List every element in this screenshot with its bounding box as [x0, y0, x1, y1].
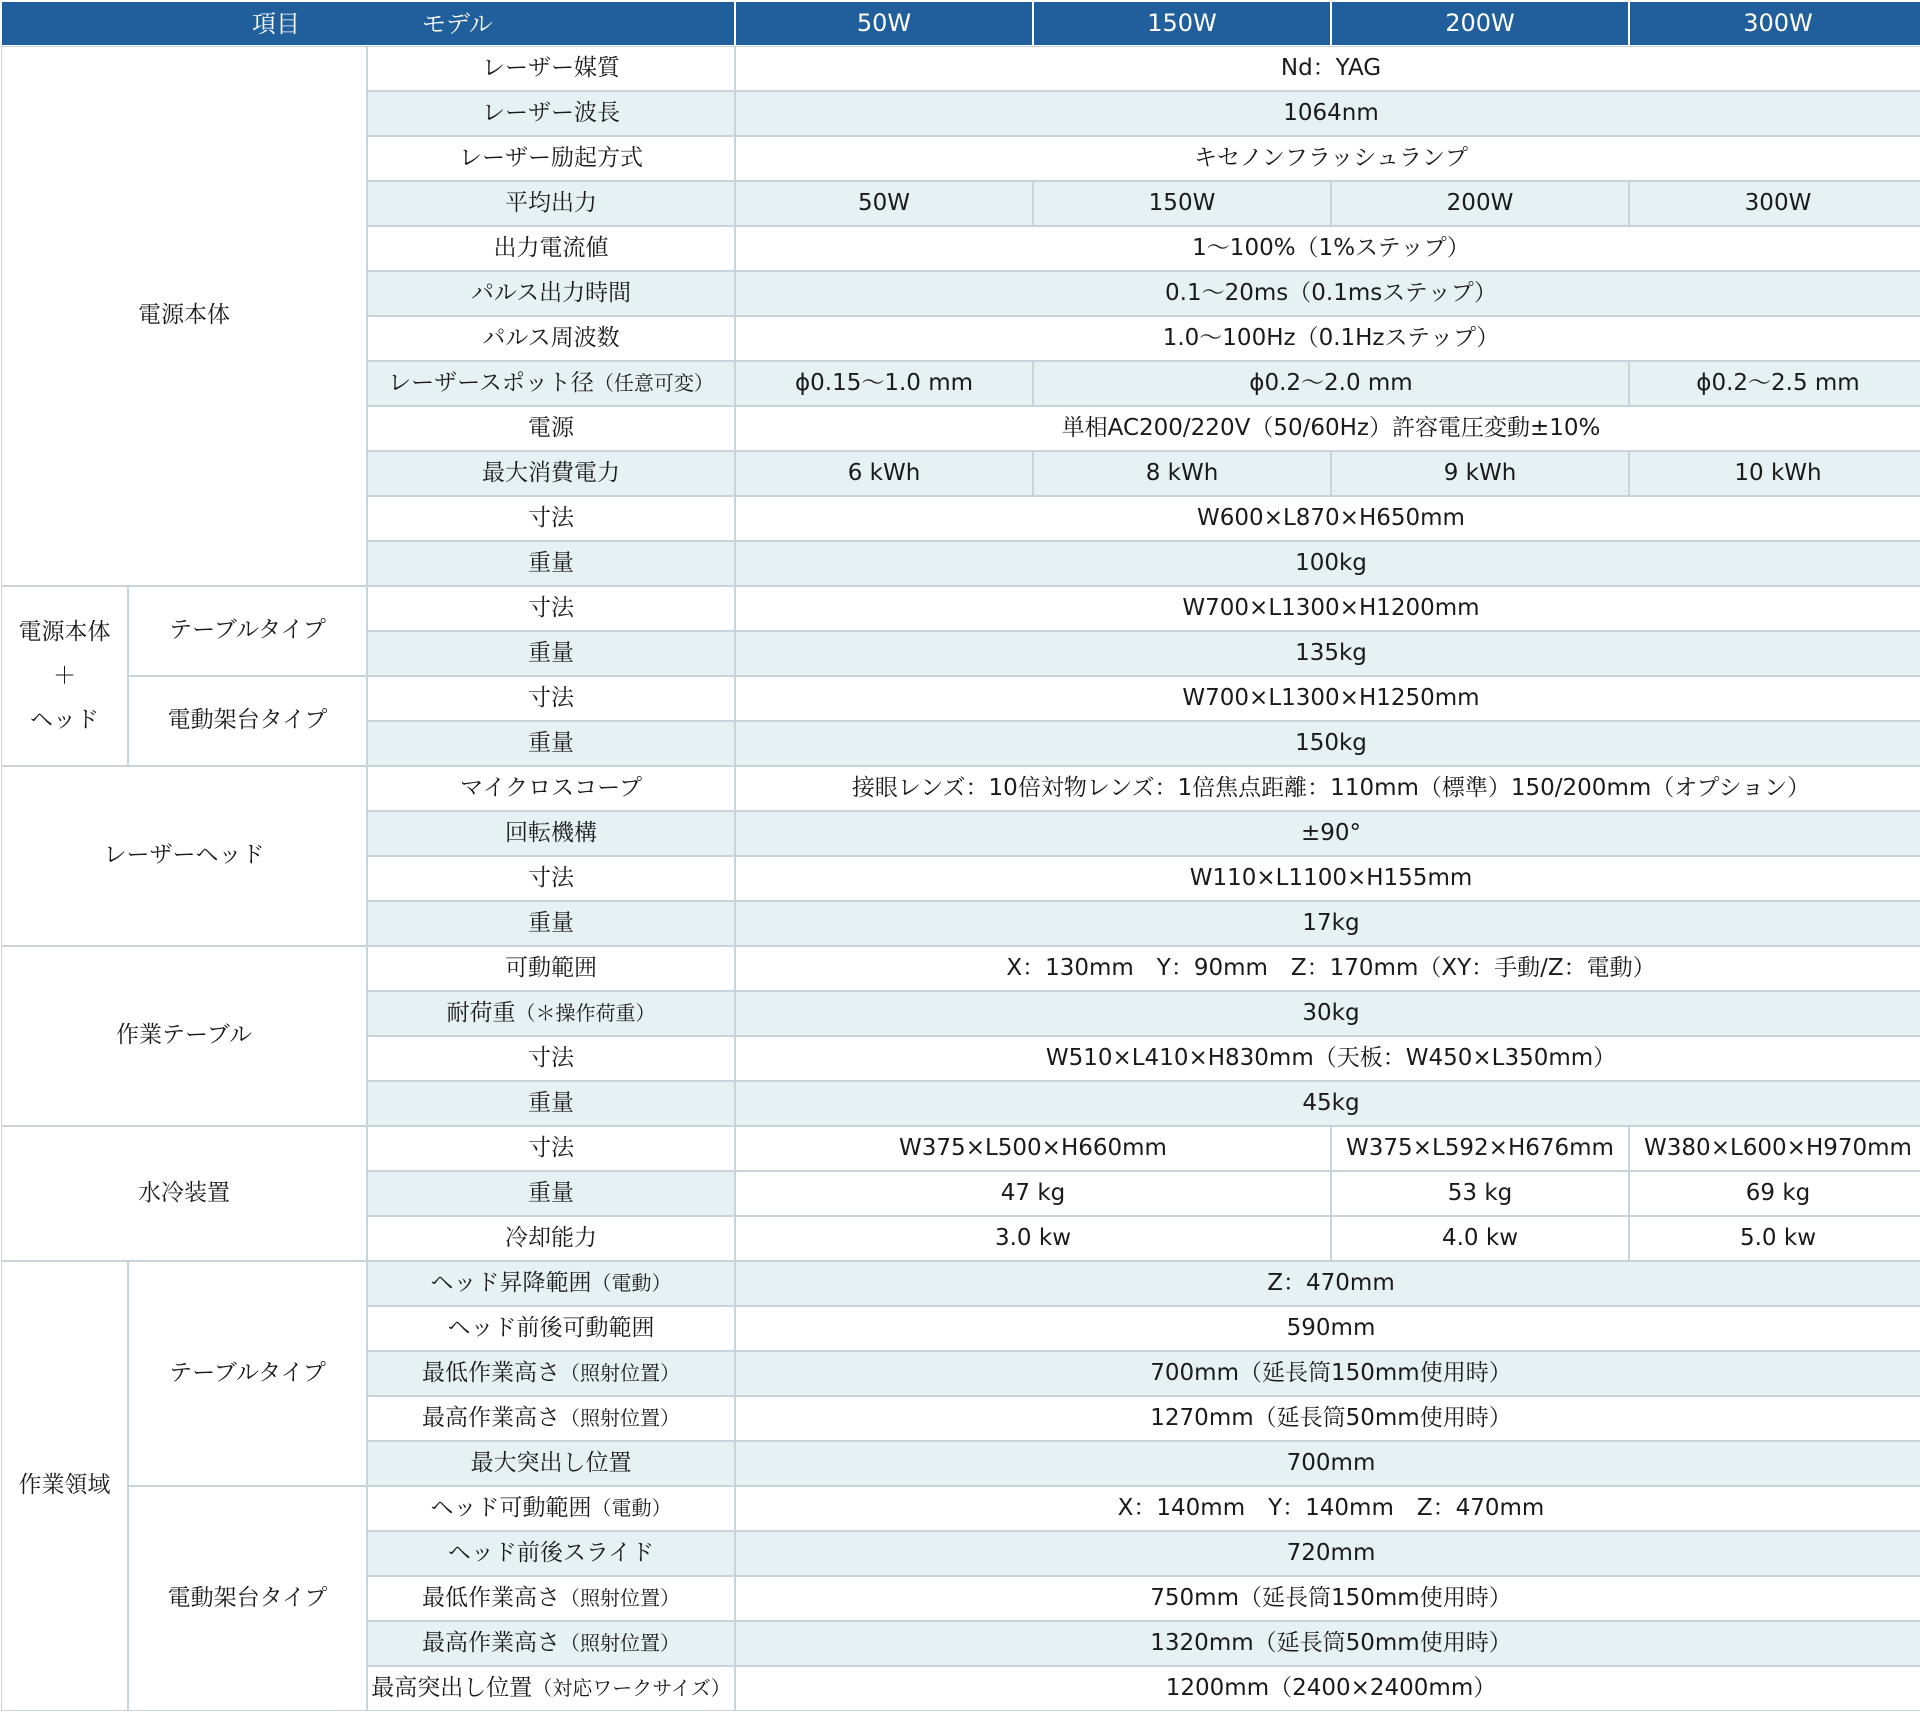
row-label: 寸法 — [368, 497, 734, 540]
row-value: W700×L1300×H1200mm — [736, 587, 1920, 630]
row-label: 電源 — [368, 407, 734, 450]
row-value: 150kg — [736, 722, 1920, 765]
row-value: Nd：YAG — [736, 47, 1920, 90]
group-work-table: 作業テーブル — [2, 947, 366, 1125]
row-value: 9 kWh — [1332, 452, 1628, 495]
row-label: レーザー励起方式 — [368, 137, 734, 180]
group-laser-head: レーザーヘッド — [2, 767, 366, 945]
row-value: 750mm（延長筒150mm使用時） — [736, 1577, 1920, 1620]
row-value: Z：470mm — [736, 1262, 1920, 1305]
row-value: 5.0 kw — [1630, 1217, 1920, 1260]
row-label: 寸法 — [368, 587, 734, 630]
row-value: W700×L1300×H1250mm — [736, 677, 1920, 720]
header-row — [2, 2, 1920, 45]
group-power-head — [2, 587, 127, 765]
row-label-main: 最高作業高さ — [422, 1404, 560, 1431]
row-value: 300W — [1630, 182, 1920, 225]
row-label-note: （任意可変） — [593, 370, 714, 395]
row-value: ϕ0.15〜1.0 mm — [736, 362, 1032, 405]
row-value: 45kg — [736, 1082, 1920, 1125]
table-row — [2, 767, 1920, 810]
row-value: X：130mm Y：90mm Z：170mm（XY：手動/Z：電動） — [736, 947, 1920, 990]
row-label — [368, 1397, 734, 1440]
row-label-note: （照射位置） — [560, 1360, 680, 1385]
row-label: 重量 — [368, 542, 734, 585]
header-model-50w: 50W — [736, 2, 1032, 45]
row-label — [368, 1262, 734, 1305]
row-label: 重量 — [368, 632, 734, 675]
row-value: 1.0〜100Hz（0.1Hzステップ） — [736, 317, 1920, 360]
row-label — [368, 362, 734, 405]
header-item-model — [2, 2, 734, 45]
row-label-note: （照射位置） — [560, 1630, 680, 1655]
group-power-head-plus: ＋ — [53, 663, 76, 689]
subgroup-table-type: テーブルタイプ — [129, 1262, 366, 1485]
header-model-150w: 150W — [1034, 2, 1330, 45]
table-row — [2, 947, 1920, 990]
row-value: 100kg — [736, 542, 1920, 585]
row-value: ϕ0.2〜2.0 mm — [1034, 362, 1628, 405]
row-value: 1200mm（2400×2400mm） — [736, 1667, 1920, 1710]
row-label: 重量 — [368, 1172, 734, 1215]
row-value: 3.0 kw — [736, 1217, 1330, 1260]
row-value: W600×L870×H650mm — [736, 497, 1920, 540]
row-label — [368, 1487, 734, 1530]
row-label-note: （対応ワークサイズ） — [532, 1675, 731, 1700]
row-label: 可動範囲 — [368, 947, 734, 990]
subgroup-gantry-type: 電動架台タイプ — [129, 677, 366, 765]
row-value: 700mm（延長筒150mm使用時） — [736, 1352, 1920, 1395]
row-value: 150W — [1034, 182, 1330, 225]
header-item-label: 項目 — [252, 9, 300, 38]
row-value: 1270mm（延長筒50mm使用時） — [736, 1397, 1920, 1440]
row-value: W375×L592×H676mm — [1332, 1127, 1628, 1170]
row-value: 200W — [1332, 182, 1628, 225]
row-value: W380×L600×H970mm — [1630, 1127, 1920, 1170]
row-label-note: （照射位置） — [560, 1585, 680, 1610]
row-label — [368, 1667, 734, 1710]
row-value: W375×L500×H660mm — [736, 1127, 1330, 1170]
table-row — [2, 1487, 1920, 1530]
row-label: 平均出力 — [368, 182, 734, 225]
row-label-note: （電動） — [591, 1270, 672, 1295]
group-cooler: 水冷装置 — [2, 1127, 366, 1260]
row-label: パルス出力時間 — [368, 272, 734, 315]
row-label-main: 最低作業高さ — [422, 1359, 560, 1386]
group-power: 電源本体 — [2, 47, 366, 585]
subgroup-gantry-type: 電動架台タイプ — [129, 1487, 366, 1710]
row-value: 1〜100%（1%ステップ） — [736, 227, 1920, 270]
group-power-head-line: 電源本体 — [18, 619, 111, 645]
row-value: X：140mm Y：140mm Z：470mm — [736, 1487, 1920, 1530]
table-row — [2, 1127, 1920, 1170]
row-value: 47 kg — [736, 1172, 1330, 1215]
row-value: 17kg — [736, 902, 1920, 945]
header-model-label: モデル — [422, 9, 493, 38]
row-value: 単相AC200/220V（50/60Hz）許容電圧変動±10% — [736, 407, 1920, 450]
row-value: W510×L410×H830mm（天板：W450×L350mm） — [736, 1037, 1920, 1080]
row-value: 1320mm（延長筒50mm使用時） — [736, 1622, 1920, 1665]
row-label-main: レーザースポット径 — [388, 369, 594, 396]
row-label: 寸法 — [368, 857, 734, 900]
row-value: 53 kg — [1332, 1172, 1628, 1215]
row-value: 4.0 kw — [1332, 1217, 1628, 1260]
row-label-main: 最高突出し位置 — [371, 1674, 533, 1701]
row-value: 69 kg — [1630, 1172, 1920, 1215]
row-label: 重量 — [368, 722, 734, 765]
row-value: 30kg — [736, 992, 1920, 1035]
row-label: パルス周波数 — [368, 317, 734, 360]
row-label-main: 耐荷重 — [446, 999, 516, 1026]
row-label: 回転機構 — [368, 812, 734, 855]
row-value: 1064nm — [736, 92, 1920, 135]
row-label: 重量 — [368, 902, 734, 945]
header-model-300w: 300W — [1630, 2, 1920, 45]
group-work-area: 作業領域 — [2, 1262, 127, 1710]
row-label-main: ヘッド昇降範囲 — [430, 1269, 592, 1296]
row-label: 最大突出し位置 — [368, 1442, 734, 1485]
row-label: 寸法 — [368, 1037, 734, 1080]
row-label-note: （照射位置） — [560, 1405, 680, 1430]
row-value: 0.1〜20ms（0.1msステップ） — [736, 272, 1920, 315]
row-label: ヘッド前後可動範囲 — [368, 1307, 734, 1350]
subgroup-table-type: テーブルタイプ — [129, 587, 366, 675]
row-label: レーザー波長 — [368, 92, 734, 135]
row-label: ヘッド前後スライド — [368, 1532, 734, 1575]
group-power-head-line: ヘッド — [30, 707, 99, 733]
row-value: 50W — [736, 182, 1032, 225]
row-label: 最大消費電力 — [368, 452, 734, 495]
row-label — [368, 1577, 734, 1620]
row-label: 冷却能力 — [368, 1217, 734, 1260]
row-value: 135kg — [736, 632, 1920, 675]
row-label — [368, 1352, 734, 1395]
row-label-note: （電動） — [591, 1495, 672, 1520]
row-label — [368, 992, 734, 1035]
row-label — [368, 1622, 734, 1665]
table-row — [2, 1262, 1920, 1305]
row-value: 10 kWh — [1630, 452, 1920, 495]
row-value: 接眼レンズ：10倍対物レンズ：1倍焦点距離：110mm（標準）150/200mm（オプション） — [736, 767, 1920, 810]
row-label-main: 最高作業高さ — [422, 1629, 560, 1656]
table-row — [2, 47, 1920, 90]
row-label-main: ヘッド可動範囲 — [430, 1494, 592, 1521]
row-label: 重量 — [368, 1082, 734, 1125]
row-value: ϕ0.2〜2.5 mm — [1630, 362, 1920, 405]
row-label: 寸法 — [368, 1127, 734, 1170]
row-value: W110×L1100×H155mm — [736, 857, 1920, 900]
row-value: 700mm — [736, 1442, 1920, 1485]
row-label: 寸法 — [368, 677, 734, 720]
row-value: 8 kWh — [1034, 452, 1330, 495]
row-value: キセノンフラッシュランプ — [736, 137, 1920, 180]
row-value: 720mm — [736, 1532, 1920, 1575]
row-label: レーザー媒質 — [368, 47, 734, 90]
row-label: マイクロスコープ — [368, 767, 734, 810]
row-value: 590mm — [736, 1307, 1920, 1350]
header-model-200w: 200W — [1332, 2, 1628, 45]
table-row — [2, 587, 1920, 630]
table-row — [2, 677, 1920, 720]
row-value: ±90° — [736, 812, 1920, 855]
row-label-note: （＊操作荷重） — [515, 1000, 656, 1025]
row-label-main: 最低作業高さ — [422, 1584, 560, 1611]
row-value: 6 kWh — [736, 452, 1032, 495]
row-label: 出力電流値 — [368, 227, 734, 270]
